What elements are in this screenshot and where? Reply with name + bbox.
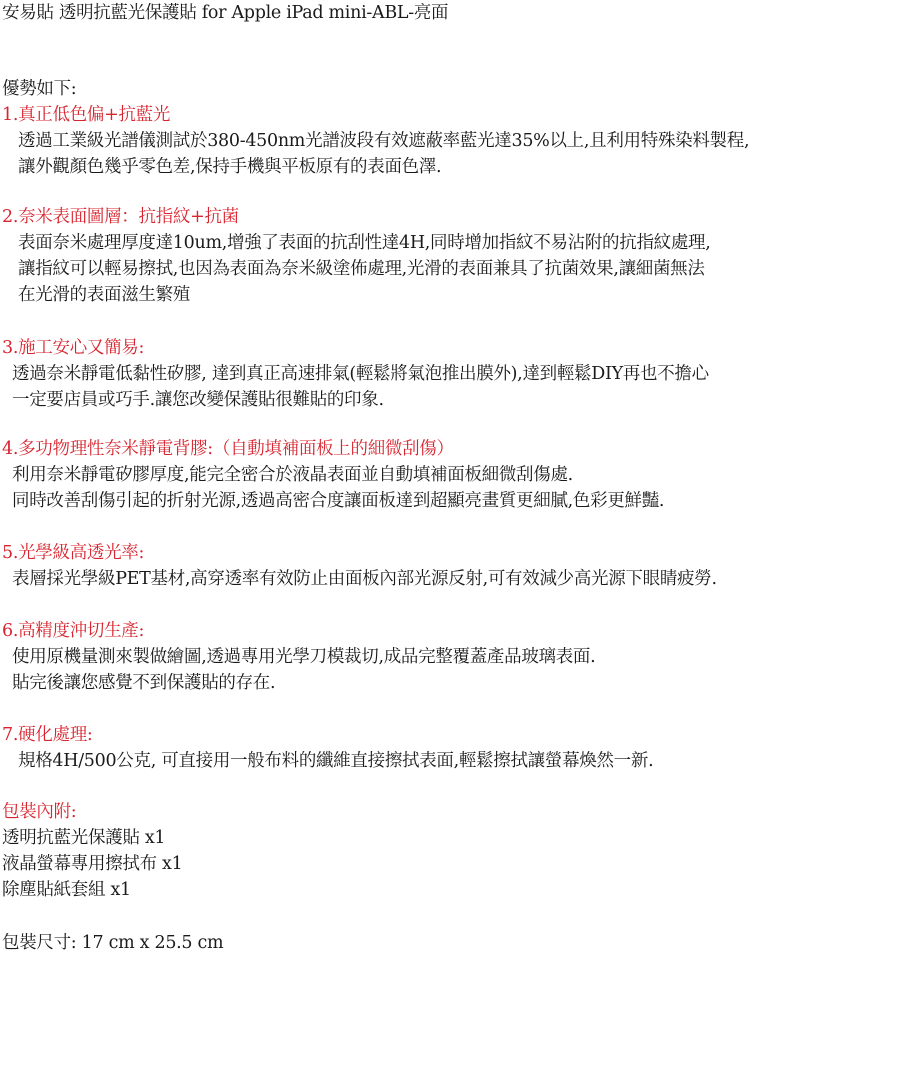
advantage-2-line-2: 讓指紋可以輕易擦拭,也因為表面為奈米級塗佈處理,光滑的表面兼具了抗菌效果,讓細菌無法	[18, 259, 705, 279]
package-item-1: 透明抗藍光保護貼 x1	[2, 828, 166, 848]
advantage-1-title: 1.真正低色偏+抗藍光	[2, 105, 171, 125]
package-size: 包裝尺寸: 17 cm x 25.5 cm	[2, 933, 224, 953]
advantage-1-line-1: 透過工業級光譜儀測試於380-450nm光譜波段有效遮蔽率藍光達35%以上,且利用特殊染料製程,	[18, 131, 750, 151]
advantage-4-line-1: 利用奈米靜電矽膠厚度,能完全密合於液晶表面並自動填補面板細微刮傷處.	[12, 465, 573, 485]
advantage-4-line-2: 同時改善刮傷引起的折射光源,透過高密合度讓面板達到超顯亮畫質更細膩,色彩更鮮豔.	[12, 491, 665, 511]
advantage-2-title: 2.奈米表面圖層：抗指紋+抗菌	[2, 207, 239, 227]
advantages-heading: 優勢如下:	[2, 79, 77, 99]
advantage-2-line-3: 在光滑的表面滋生繁殖	[18, 285, 190, 305]
advantage-5-title: 5.光學級高透光率:	[2, 543, 145, 563]
advantage-7-line-1: 規格4H/500公克, 可直接用一般布料的纖維直接擦拭表面,輕鬆擦拭讓螢幕煥然一新.	[18, 751, 654, 771]
package-item-3: 除塵貼紙套組 x1	[2, 880, 131, 900]
advantage-3-line-2: 一定要店員或巧手.讓您改變保護貼很難貼的印象.	[12, 390, 384, 410]
package-item-2: 液晶螢幕專用擦拭布 x1	[2, 854, 183, 874]
advantage-6-line-2: 貼完後讓您感覺不到保護貼的存在.	[12, 673, 276, 693]
advantage-2-line-1: 表面奈米處理厚度達10um,增強了表面的抗刮性達4H,同時增加指紋不易沾附的抗指紋處理,	[18, 233, 711, 253]
advantage-7-title: 7.硬化處理:	[2, 725, 93, 745]
advantage-6-title: 6.高精度沖切生產:	[2, 621, 145, 641]
advantage-3-title: 3.施工安心又簡易:	[2, 338, 145, 358]
advantage-1-line-2: 讓外觀顏色幾乎零色差,保持手機與平板原有的表面色澤.	[18, 157, 442, 177]
package-title: 包裝內附:	[2, 802, 77, 822]
advantage-6-line-1: 使用原機量測來製做繪圖,透過專用光學刀模裁切,成品完整覆蓋產品玻璃表面.	[12, 647, 596, 667]
advantage-5-line-1: 表層採光學級PET基材,高穿透率有效防止由面板內部光源反射,可有效減少高光源下眼睛疲勞.	[12, 569, 717, 589]
page-title: 安易貼 透明抗藍光保護貼 for Apple iPad mini-ABL-亮面	[2, 3, 449, 23]
advantage-4-title: 4.多功物理性奈米靜電背膠:（自動填補面板上的細微刮傷）	[2, 439, 454, 459]
advantage-3-line-1: 透過奈米靜電低黏性矽膠, 達到真正高速排氣(輕鬆將氣泡推出膜外),達到輕鬆DIY再也不擔心	[12, 364, 709, 384]
